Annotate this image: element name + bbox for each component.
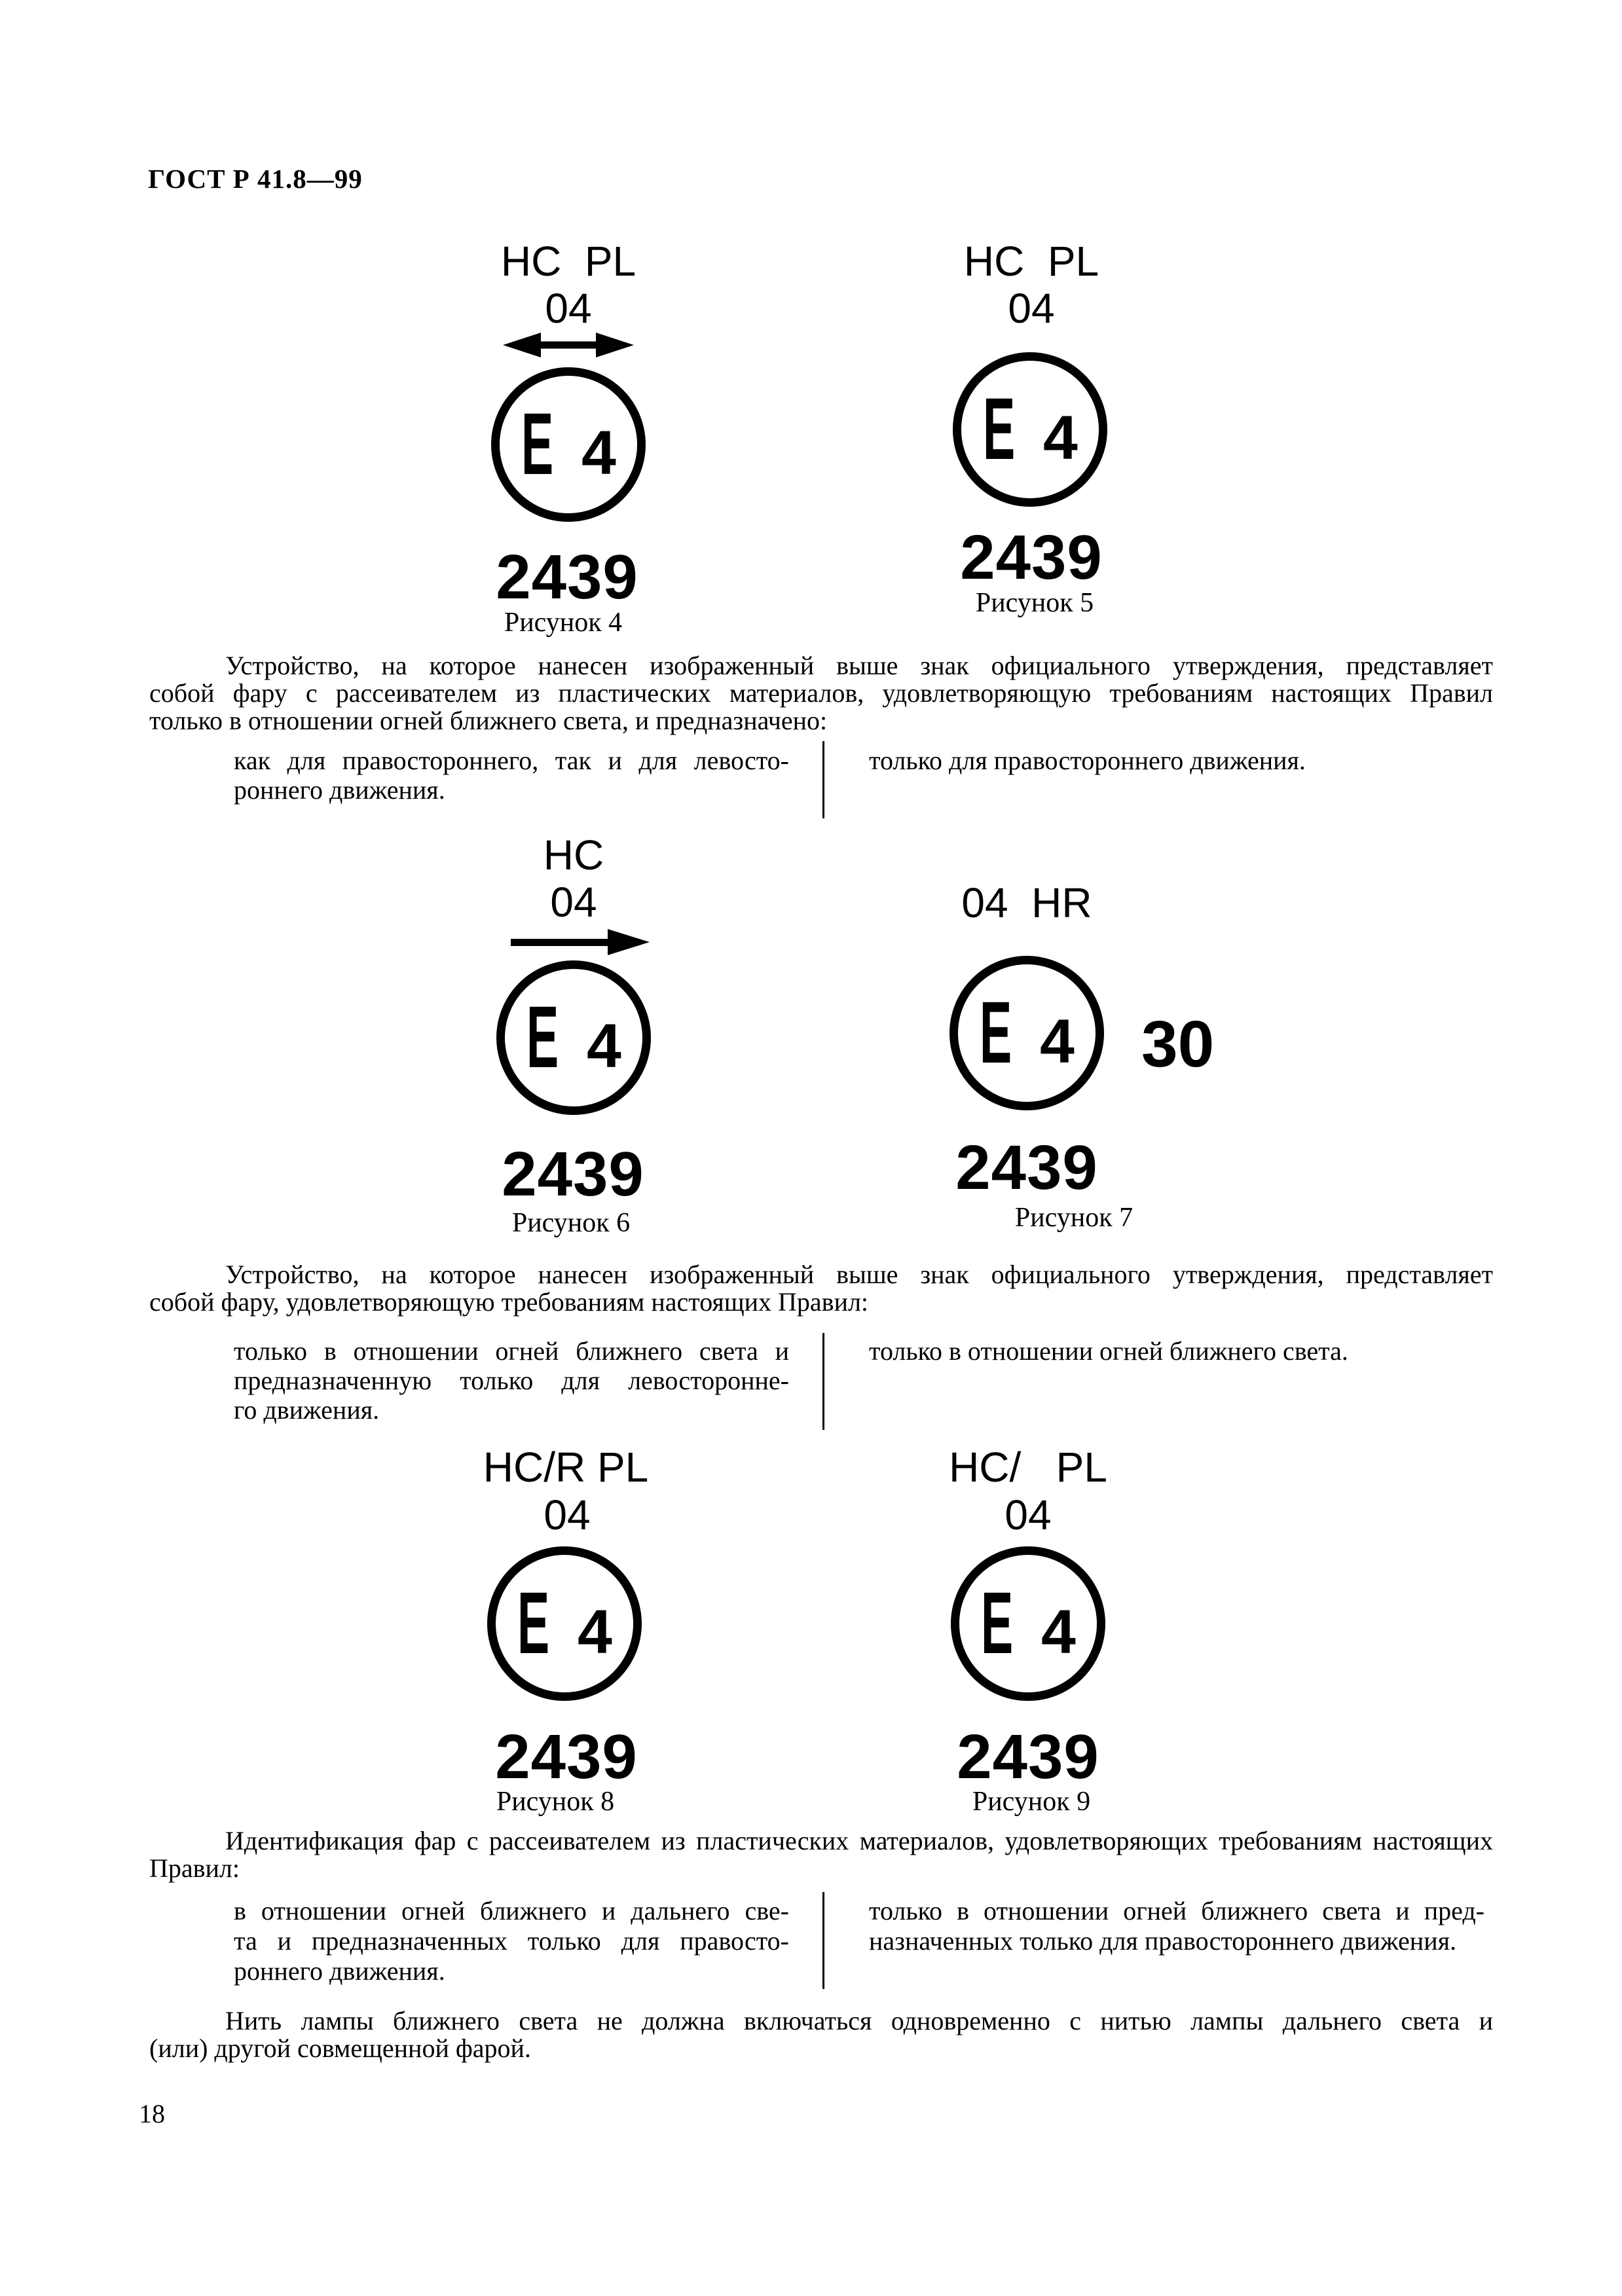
column-line: только для правостороннего движения. <box>869 746 1306 775</box>
column-line: только в отношении огней ближнего света и <box>234 1336 789 1366</box>
figure5-series-label: 04 <box>1008 285 1055 332</box>
figure9-approval-number: 2439 <box>957 1722 1099 1792</box>
figure7-caption: Рисунок 7 <box>1014 1203 1134 1233</box>
column-divider <box>822 1333 824 1430</box>
figure8-class-label: HC/R PL <box>483 1444 649 1491</box>
e-mark-country-number: 4 <box>1040 1007 1075 1076</box>
approval-mark-circle <box>949 956 1104 1110</box>
left-column-text <box>234 1896 789 1986</box>
standard-designation: ГОСТ Р 41.8—99 <box>148 164 363 194</box>
approval-mark-circle <box>953 352 1107 507</box>
figure9-class-label: HC/ PL <box>949 1444 1107 1491</box>
left-column-text <box>234 746 789 805</box>
column-line: та и предназначенных только для правосто- <box>234 1926 789 1956</box>
figure9-caption: Рисунок 9 <box>972 1787 1091 1817</box>
figure5-approval-number: 2439 <box>960 522 1103 592</box>
approval-mark-circle <box>951 1546 1105 1701</box>
figure7-side-number: 30 <box>1141 1008 1215 1081</box>
paragraph-line: собой фару с рассеивателем из пластических материалов, удовлетворяющую требованиям настоящих Правил <box>149 678 1493 708</box>
e-mark-letter: E <box>521 395 554 493</box>
column-line: назначенных только для правостороннего движения. <box>869 1926 1456 1956</box>
figure8-series-label: 04 <box>544 1491 591 1539</box>
figure8-caption: Рисунок 8 <box>496 1787 615 1817</box>
paragraph-line: собой фару, удовлетворяющую требованиям настоящих Правил: <box>149 1287 869 1317</box>
right-column-text <box>869 746 1484 775</box>
column-line: только в отношении огней ближнего света. <box>869 1336 1348 1366</box>
figure4-approval-number: 2439 <box>496 542 638 612</box>
right-arrow-icon <box>511 928 650 957</box>
paragraph-line: Правил: <box>149 1853 240 1883</box>
figure8-approval-number: 2439 <box>495 1722 638 1792</box>
paragraph-line: Устройство, на которое нанесен изображенный выше знак официального утверждения, представляет <box>225 1260 1493 1289</box>
column-line: в отношении огней ближнего и дальнего све- <box>234 1896 789 1925</box>
column-line: роннего движения. <box>234 1956 445 1986</box>
paragraph-line: только в отношении огней ближнего света, и предназначено: <box>149 706 828 735</box>
column-line: предназначенную только для левосторонне- <box>234 1366 789 1395</box>
page-number: 18 <box>139 2099 165 2128</box>
paragraph-4 <box>149 2007 1493 2062</box>
paragraph-2 <box>149 1261 1493 1316</box>
column-line: го движения. <box>234 1395 380 1425</box>
column-line: как для правостороннего, так и для левосто- <box>234 746 789 775</box>
figure5-class-label: HC PL <box>963 238 1099 285</box>
e-mark-letter: E <box>983 380 1016 478</box>
figure4-caption: Рисунок 4 <box>504 608 623 638</box>
figure6-approval-number: 2439 <box>502 1139 644 1209</box>
figure6-class-label: HC <box>543 831 604 879</box>
approval-mark-circle <box>487 1546 642 1701</box>
e-mark-letter: E <box>517 1575 550 1672</box>
e-mark-letter: E <box>980 984 1012 1082</box>
e-mark-country-number: 4 <box>578 1597 612 1667</box>
e-mark-letter: E <box>981 1575 1014 1672</box>
figure6-series-label: 04 <box>550 879 597 926</box>
right-column-text <box>869 1336 1484 1366</box>
figure4-class-label: HC PL <box>500 238 636 285</box>
e-mark-letter: E <box>526 989 559 1086</box>
column-line: роннего движения. <box>234 775 445 805</box>
figure7-series-label: 04 HR <box>961 879 1092 926</box>
paragraph-3 <box>149 1827 1493 1882</box>
column-divider <box>822 1892 824 1989</box>
paragraph-line: Устройство, на которое нанесен изображенный выше знак официального утверждения, представляет <box>225 651 1493 680</box>
e-mark-country-number: 4 <box>581 418 616 488</box>
paragraph-line: (или) другой совмещенной фарой. <box>149 2033 531 2063</box>
e-mark-country-number: 4 <box>1041 1597 1076 1667</box>
left-column-text <box>234 1336 789 1425</box>
figure7-approval-number: 2439 <box>955 1133 1098 1203</box>
right-column-text <box>869 1896 1484 1956</box>
e-mark-country-number: 4 <box>587 1011 621 1081</box>
column-line: только в отношении огней ближнего света и пред- <box>869 1896 1484 1925</box>
e-mark-country-number: 4 <box>1043 403 1078 473</box>
figure4-series-label: 04 <box>545 285 592 332</box>
paragraph-line: Идентификация фар с рассеивателем из пластических материалов, удовлетворяющих требованиям настоящих <box>225 1826 1493 1855</box>
approval-mark-circle <box>491 367 646 522</box>
double-arrow-icon <box>503 331 634 359</box>
column-divider <box>822 741 824 818</box>
paragraph-line: Нить лампы ближнего света не должна включаться одновременно с нитью лампы дальнего света и <box>225 2006 1493 2035</box>
figure5-caption: Рисунок 5 <box>975 588 1094 618</box>
paragraph-1 <box>149 652 1493 735</box>
approval-mark-circle <box>496 960 651 1115</box>
figure6-caption: Рисунок 6 <box>511 1208 631 1238</box>
figure9-series-label: 04 <box>1005 1491 1052 1539</box>
